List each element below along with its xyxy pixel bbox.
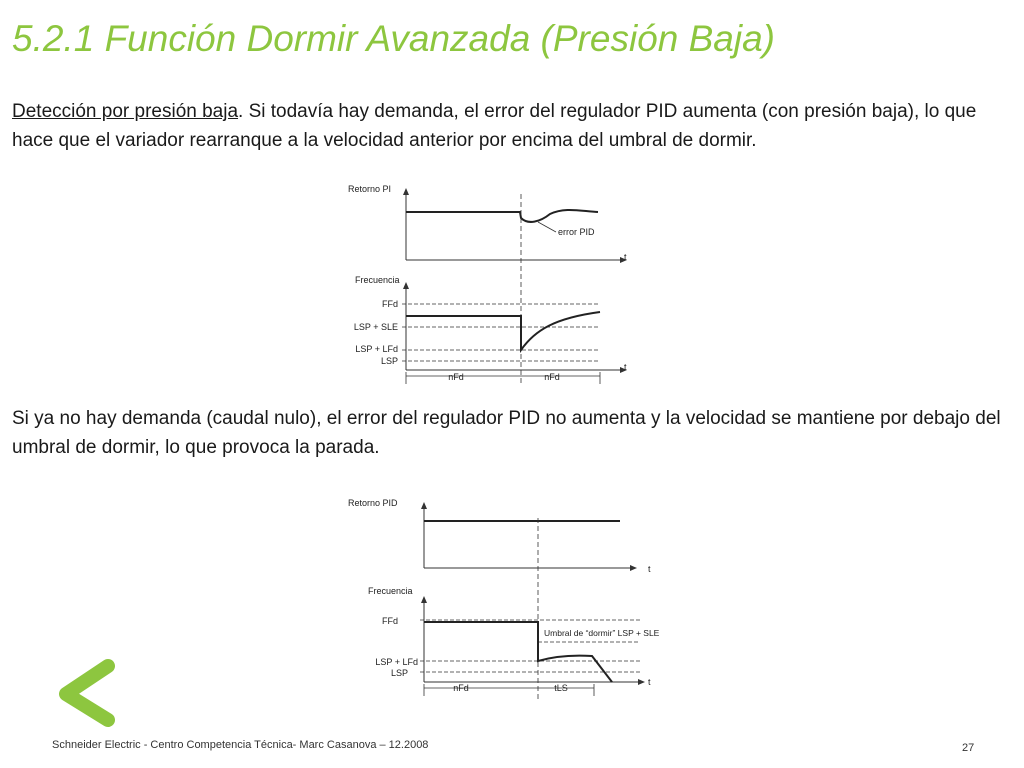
paragraph-text: . Si todavía hay demanda, el error del regulador PID aumenta (con presión baja), lo que hace que el variador rearranque a la velocidad anterior por encima del umbral de dormir.	[12, 101, 977, 151]
interval-label: tLS	[554, 683, 568, 693]
label-retorno-pi: Retorno PI	[348, 184, 392, 194]
interval-label: nFd	[544, 372, 560, 382]
timing-diagram-wake	[330, 180, 635, 390]
page-number: 27	[962, 742, 975, 754]
label-t-top: t	[624, 252, 627, 262]
label-error-pid: error PID	[558, 227, 595, 237]
frequency-trace	[406, 312, 600, 350]
label-frecuencia: Frecuencia	[368, 586, 413, 596]
paragraph-low-pressure	[12, 97, 1017, 155]
threshold-label: Umbral de “dormir” LSP + SLE	[544, 628, 660, 638]
slide-title: 5.2.1 Función Dormir Avanzada (Presión Baja)	[12, 18, 775, 59]
level-label: FFd	[381, 299, 398, 309]
paragraph-label: Detección por presión baja	[12, 101, 239, 122]
error-pointer	[538, 222, 556, 232]
label-t-bottom: t	[648, 677, 651, 687]
label-t-top: t	[648, 564, 651, 574]
level-label: LSP + LFd	[355, 344, 398, 354]
label-frecuencia: Frecuencia	[355, 275, 400, 285]
back-arrow-icon[interactable]	[52, 658, 118, 728]
paragraph-no-demand: Si ya no hay demanda (caudal nulo), el error del regulador PID no aumenta y la velocidad se mantiene por debajo del umbral de dormir, lo que provoca la parada.	[12, 408, 1001, 458]
level-label: LSP	[390, 668, 408, 678]
level-label: LSP + SLE	[353, 322, 398, 332]
interval-label: nFd	[453, 683, 469, 693]
level-label: FFd	[381, 616, 398, 626]
label-t-bottom: t	[624, 362, 627, 372]
interval-label: nFd	[448, 372, 464, 382]
footer-text: Schneider Electric - Centro Competencia Técnica- Marc Casanova – 12.2008	[52, 739, 429, 751]
pi-feedback-trace	[406, 210, 598, 222]
timing-diagram-sleep	[340, 490, 670, 705]
label-retorno-pid: Retorno PID	[348, 498, 398, 508]
level-label: LSP	[380, 356, 398, 366]
level-label: LSP + LFd	[375, 657, 418, 667]
